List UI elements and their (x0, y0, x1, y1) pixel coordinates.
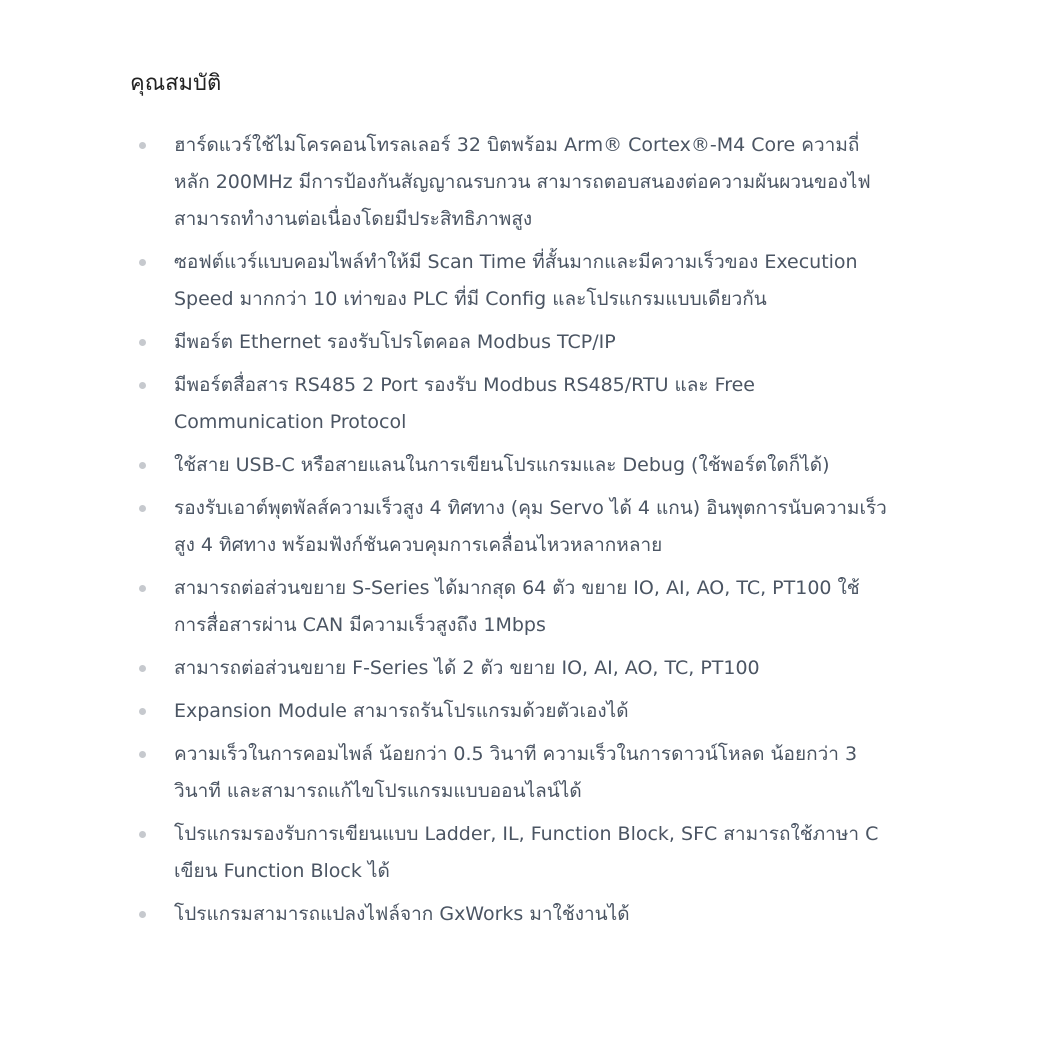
bullet-icon (139, 259, 146, 266)
section-title: คุณสมบัติ (130, 71, 222, 96)
list-item (138, 490, 888, 564)
list-item (138, 324, 888, 361)
list-item (138, 736, 888, 810)
list-item-text: ซอฟต์แวร์แบบคอมไพล์ทำให้มี Scan Time ที่สั้นมากและมีความเร็วของ Execution Speed มากกว่า 10 เท่าของ PLC ที่มี Config และโปรแกรมแบบเดียวกัน (174, 251, 858, 310)
list-item-text: โปรแกรมสามารถแปลงไฟล์จาก GxWorks มาใช้งานได้ (174, 903, 630, 925)
list-item-text: รองรับเอาต์พุตพัลส์ความเร็วสูง 4 ทิศทาง (คุม Servo ได้ 4 แกน) อินพุตการนับความเร็วสูง 4 ทิศทาง พร้อมฟังก์ชันควบคุมการเคลื่อนไหวหลากหลาย (174, 497, 887, 556)
list-item (138, 367, 888, 441)
list-item-text: สามารถต่อส่วนขยาย F-Series ได้ 2 ตัว ขยาย IO, AI, AO, TC, PT100 (174, 657, 760, 679)
bullet-icon (139, 339, 146, 346)
list-item-text: ความเร็วในการคอมไพล์ น้อยกว่า 0.5 วินาที ความเร็วในการดาวน์โหลด น้อยกว่า 3 วินาที และสามารถแก้ไขโปรแกรมแบบออนไลน์ได้ (174, 743, 858, 802)
list-item (138, 447, 888, 484)
bullet-icon (139, 585, 146, 592)
list-item (138, 127, 888, 238)
bullet-icon (139, 462, 146, 469)
bullet-icon (139, 911, 146, 918)
bullet-icon (139, 505, 146, 512)
list-item-text: มีพอร์ตสื่อสาร RS485 2 Port รองรับ Modbus RS485/RTU และ Free Communication Protocol (174, 374, 755, 433)
list-item (138, 693, 888, 730)
list-item-text: ใช้สาย USB-C หรือสายแลนในการเขียนโปรแกรมและ Debug (ใช้พอร์ตใดก็ได้) (174, 454, 830, 476)
list-item (138, 244, 888, 318)
list-item (138, 650, 888, 687)
list-item (138, 896, 888, 933)
list-item-text: มีพอร์ต Ethernet รองรับโปรโตคอล Modbus TCP/IP (174, 331, 616, 353)
list-item-text: Expansion Module สามารถรันโปรแกรมด้วยตัวเองได้ (174, 700, 629, 722)
bullet-icon (139, 382, 146, 389)
list-item-text: ฮาร์ดแวร์ใช้ไมโครคอนโทรลเลอร์ 32 บิตพร้อม Arm® Cortex®-M4 Core ความถี่หลัก 200MHz มีการป้องกันสัญญาณรบกวน สามารถตอบสนองต่อความผันผวนของไฟ สามารถทำงานต่อเนื่องโดยมีประสิทธิภาพสูง (174, 134, 871, 230)
bullet-icon (139, 751, 146, 758)
feature-list (138, 127, 888, 939)
bullet-icon (139, 142, 146, 149)
bullet-icon (139, 831, 146, 838)
bullet-icon (139, 665, 146, 672)
list-item-text: สามารถต่อส่วนขยาย S-Series ได้มากสุด 64 ตัว ขยาย IO, AI, AO, TC, PT100 ใช้การสื่อสารผ่าน CAN มีความเร็วสูงถึง 1Mbps (174, 577, 860, 636)
bullet-icon (139, 708, 146, 715)
list-item (138, 816, 888, 890)
list-item (138, 570, 888, 644)
list-item-text: โปรแกรมรองรับการเขียนแบบ Ladder, IL, Function Block, SFC สามารถใช้ภาษา C เขียน Function Block ได้ (174, 823, 879, 882)
